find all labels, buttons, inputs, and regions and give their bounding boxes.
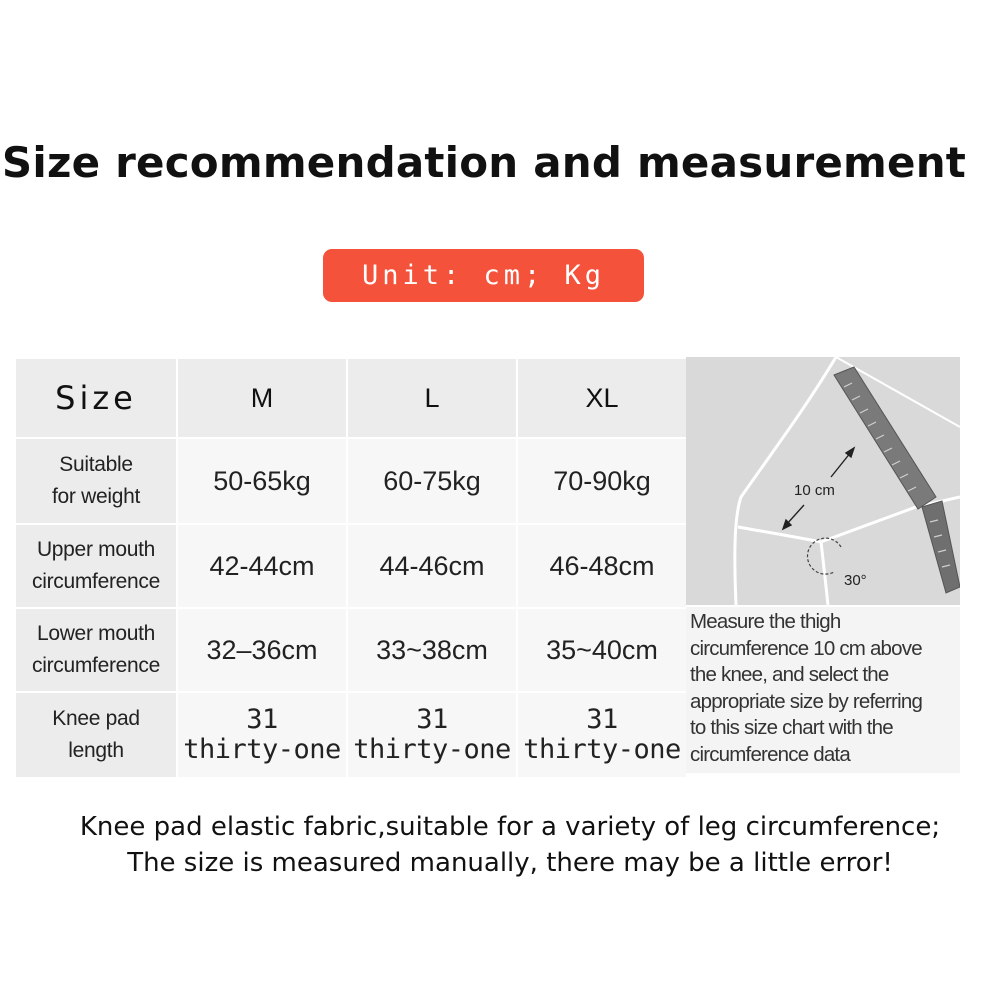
table-cell: 60-75kg (347, 438, 517, 524)
size-m-header: M (177, 358, 347, 438)
size-xl-header: XL (517, 358, 687, 438)
row-label-line: length (68, 739, 124, 762)
row-label-line: circumference (32, 654, 160, 677)
table-cell: 32–36cm (177, 608, 347, 692)
size-chart-table (14, 357, 688, 779)
table-row (15, 608, 687, 692)
table-cell (177, 692, 347, 778)
measure-instructions (686, 607, 960, 773)
unit-badge (323, 249, 644, 302)
table-cell: 70-90kg (517, 438, 687, 524)
instruction-line: circumference 10 cm above (690, 636, 922, 660)
knee-illustration (686, 357, 960, 605)
row-label-lower-mouth (15, 608, 177, 692)
size-l-header: L (347, 358, 517, 438)
footer-note-error: The size is measured manually, there may be a little error! (127, 848, 893, 878)
table-cell: 33~38cm (347, 608, 517, 692)
row-label-upper-mouth (15, 524, 177, 608)
instruction-line: to this size chart with the (690, 716, 893, 739)
length-number: 31 (586, 704, 618, 735)
table-cell (517, 692, 687, 778)
instruction-line: appropriate size by referring (690, 689, 923, 713)
instruction-line: circumference data (690, 742, 850, 766)
row-label-length (15, 692, 177, 778)
unit-badge-label: Unit: cm; Kg (361, 260, 606, 291)
length-number: 31 (416, 704, 448, 735)
table-header-row (15, 358, 687, 438)
row-label-line: Lower mouth (36, 622, 156, 645)
instruction-line: Measure the thigh (690, 610, 841, 633)
size-header-cell: Size (15, 358, 177, 438)
row-label-line: circumference (32, 570, 160, 593)
page-title: Size recommendation and measurement (1, 138, 967, 187)
angle-label: 30° (844, 572, 867, 589)
tape-measure-icon (834, 367, 960, 593)
length-words: thirty-one (523, 734, 681, 765)
table-cell: 35~40cm (517, 608, 687, 692)
row-label-line: Knee pad (52, 707, 140, 730)
length-words: thirty-one (183, 734, 341, 765)
row-label-line: Suitable (59, 453, 133, 476)
row-label-line: for weight (51, 485, 141, 508)
footer-note-fabric: Knee pad elastic fabric,suitable for a variety of leg circumference; (79, 812, 941, 842)
table-row (15, 692, 687, 778)
knee-measurement-diagram (686, 357, 960, 605)
instruction-line: the knee, and select the (690, 663, 889, 686)
table-cell (347, 692, 517, 778)
distance-label: 10 cm (794, 482, 835, 499)
length-words: thirty-one (353, 734, 511, 765)
table-cell: 46-48cm (517, 524, 687, 608)
table-cell: 50-65kg (177, 438, 347, 524)
table-row (15, 524, 687, 608)
row-label-weight (15, 438, 177, 524)
row-label-line: Upper mouth (36, 538, 156, 561)
table-row (15, 438, 687, 524)
length-number: 31 (246, 704, 278, 735)
table-cell: 44-46cm (347, 524, 517, 608)
table-cell: 42-44cm (177, 524, 347, 608)
